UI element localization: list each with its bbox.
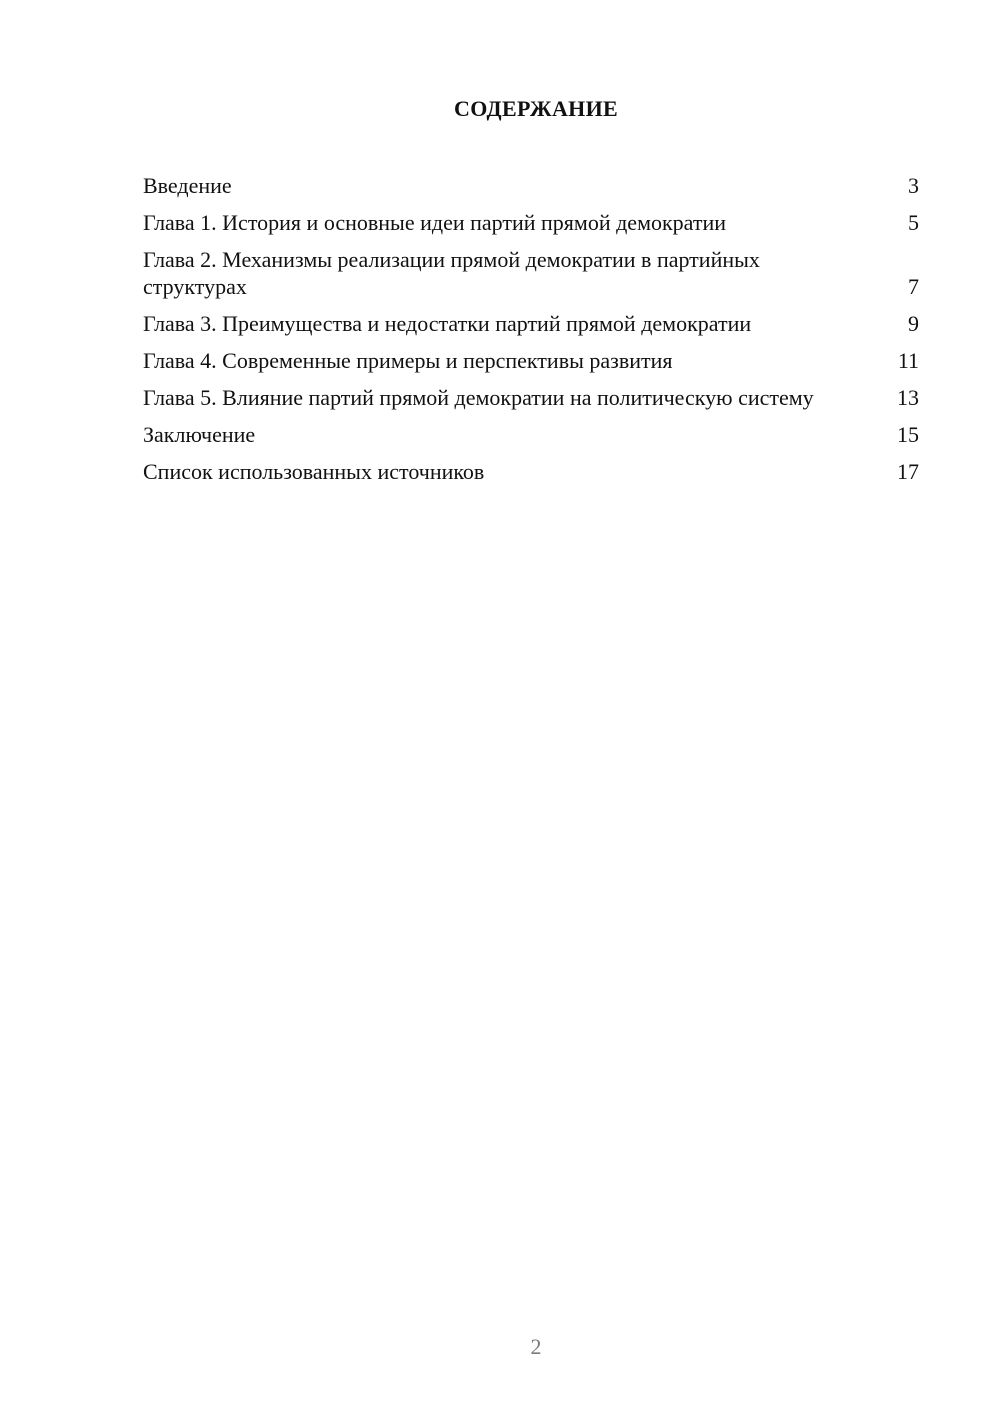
- toc-entry-introduction: [143, 172, 919, 199]
- toc-entry-page: 11: [897, 348, 919, 373]
- toc-entry-page: 13: [897, 385, 919, 410]
- toc-entry-title: Глава 4. Современные примеры и перспективы развития: [143, 348, 673, 373]
- toc-entry-page: 3: [908, 173, 919, 198]
- toc-entry-page: 17: [897, 459, 919, 484]
- toc-entry-title: Список использованных источников: [143, 459, 485, 484]
- toc-entry-chapter-4: [143, 347, 919, 374]
- toc-entry-chapter-2: [143, 246, 919, 300]
- toc-entry-title: Глава 3. Преимущества и недостатки партий прямой демократии: [143, 311, 752, 336]
- toc-heading: СОДЕРЖАНИЕ: [454, 96, 618, 121]
- toc-entry-chapter-5: [143, 384, 919, 411]
- toc-entry-title: Глава 5. Влияние партий прямой демократии на политическую систему: [143, 385, 814, 410]
- toc-entry-page: 15: [897, 422, 919, 447]
- toc-entry-page: 7: [908, 274, 919, 299]
- toc-entry-conclusion: [143, 421, 919, 448]
- toc-entry-chapter-1: [143, 209, 919, 236]
- toc-entry-title: Глава 1. История и основные идеи партий прямой демократии: [143, 210, 727, 235]
- toc-entry-page: 5: [908, 210, 919, 235]
- toc-entry-title: Введение: [143, 173, 232, 198]
- table-of-contents: [143, 172, 919, 495]
- toc-entry-references: [143, 458, 919, 485]
- toc-entry-page: 9: [908, 311, 919, 336]
- toc-entry-chapter-3: [143, 310, 919, 337]
- page-number: 2: [530, 1334, 542, 1359]
- toc-entry-title: Глава 2. Механизмы реализации прямой демократии в партийных структурах: [143, 247, 760, 299]
- toc-entry-title: Заключение: [143, 422, 256, 447]
